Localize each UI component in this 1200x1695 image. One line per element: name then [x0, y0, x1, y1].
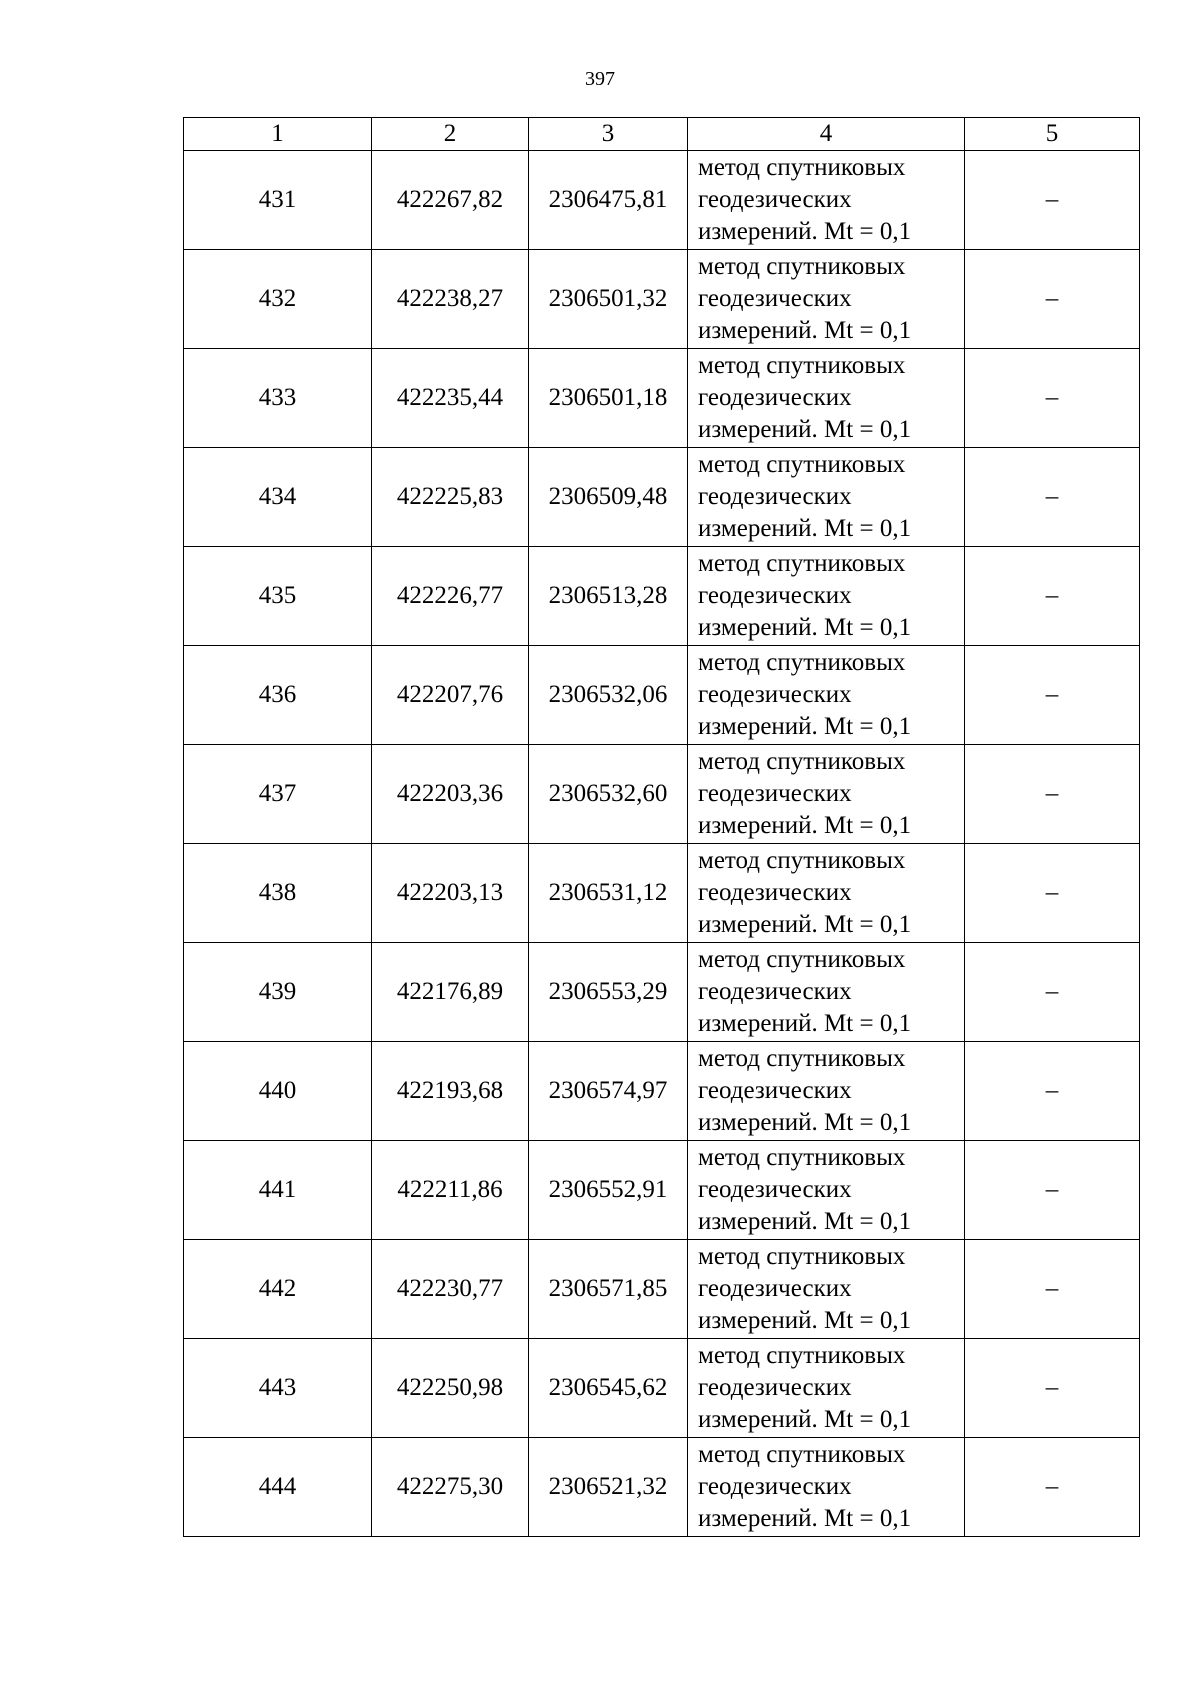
coordinate-y-cell: 2306501,32 — [529, 250, 688, 349]
coordinate-x-cell: 422230,77 — [372, 1240, 529, 1339]
method-line: геодезических — [698, 186, 852, 213]
method-cell — [688, 151, 965, 250]
coordinate-y-cell: 2306501,18 — [529, 349, 688, 448]
method-cell — [688, 745, 965, 844]
method-line: геодезических — [698, 681, 852, 708]
method-cell — [688, 250, 965, 349]
method-line: измерений. Mt = 0,1 — [698, 1307, 912, 1334]
coordinates-table — [183, 117, 1140, 1537]
method-cell — [688, 1141, 965, 1240]
note-cell: – — [965, 1339, 1140, 1438]
method-line: геодезических — [698, 483, 852, 510]
point-number-cell: 434 — [184, 448, 372, 547]
coordinate-y-cell: 2306513,28 — [529, 547, 688, 646]
method-line: метод спутниковых — [698, 1342, 906, 1369]
method-cell — [688, 943, 965, 1042]
method-line: метод спутниковых — [698, 550, 906, 577]
coordinate-x-cell: 422207,76 — [372, 646, 529, 745]
coordinate-y-cell: 2306532,06 — [529, 646, 688, 745]
method-line: метод спутниковых — [698, 1243, 906, 1270]
table-row — [184, 646, 1140, 745]
coordinate-x-cell: 422193,68 — [372, 1042, 529, 1141]
method-cell — [688, 349, 965, 448]
method-line: геодезических — [698, 780, 852, 807]
method-line: метод спутниковых — [698, 748, 906, 775]
point-number-cell: 435 — [184, 547, 372, 646]
column-header-3: 3 — [529, 118, 688, 151]
coordinate-x-cell: 422203,36 — [372, 745, 529, 844]
method-line: геодезических — [698, 285, 852, 312]
coordinate-y-cell: 2306545,62 — [529, 1339, 688, 1438]
note-cell: – — [965, 349, 1140, 448]
point-number-cell: 442 — [184, 1240, 372, 1339]
note-cell: – — [965, 250, 1140, 349]
column-header-5: 5 — [965, 118, 1140, 151]
method-cell — [688, 1240, 965, 1339]
coordinate-x-cell: 422211,86 — [372, 1141, 529, 1240]
method-cell — [688, 1339, 965, 1438]
table-row — [184, 349, 1140, 448]
coordinate-y-cell: 2306475,81 — [529, 151, 688, 250]
note-cell: – — [965, 1438, 1140, 1537]
coordinate-x-cell: 422275,30 — [372, 1438, 529, 1537]
coordinate-y-cell: 2306574,97 — [529, 1042, 688, 1141]
table-row — [184, 448, 1140, 547]
header-row — [184, 118, 1140, 151]
method-cell — [688, 1042, 965, 1141]
note-cell: – — [965, 547, 1140, 646]
method-line: метод спутниковых — [698, 1045, 906, 1072]
table-row — [184, 1042, 1140, 1141]
method-line: метод спутниковых — [698, 847, 906, 874]
table-row — [184, 745, 1140, 844]
point-number-cell: 438 — [184, 844, 372, 943]
point-number-cell: 439 — [184, 943, 372, 1042]
note-cell: – — [965, 844, 1140, 943]
method-line: измерений. Mt = 0,1 — [698, 218, 912, 245]
coordinate-y-cell: 2306552,91 — [529, 1141, 688, 1240]
note-cell: – — [965, 1042, 1140, 1141]
note-cell: – — [965, 1240, 1140, 1339]
note-cell: – — [965, 151, 1140, 250]
method-line: геодезических — [698, 1077, 852, 1104]
method-line: измерений. Mt = 0,1 — [698, 911, 912, 938]
table-row — [184, 1141, 1140, 1240]
coordinate-y-cell: 2306571,85 — [529, 1240, 688, 1339]
coordinate-x-cell: 422203,13 — [372, 844, 529, 943]
table-row — [184, 844, 1140, 943]
coordinate-y-cell: 2306531,12 — [529, 844, 688, 943]
table-header — [184, 118, 1140, 151]
note-cell: – — [965, 943, 1140, 1042]
table-row — [184, 547, 1140, 646]
page-number: 397 — [585, 68, 615, 90]
method-line: измерений. Mt = 0,1 — [698, 812, 912, 839]
method-line: метод спутниковых — [698, 253, 906, 280]
column-header-4: 4 — [688, 118, 965, 151]
method-line: геодезических — [698, 978, 852, 1005]
table-row — [184, 250, 1140, 349]
coordinate-y-cell: 2306553,29 — [529, 943, 688, 1042]
coordinate-y-cell: 2306521,32 — [529, 1438, 688, 1537]
method-line: измерений. Mt = 0,1 — [698, 317, 912, 344]
table-row — [184, 1438, 1140, 1537]
method-cell — [688, 844, 965, 943]
method-line: метод спутниковых — [698, 1144, 906, 1171]
method-line: метод спутниковых — [698, 352, 906, 379]
point-number-cell: 443 — [184, 1339, 372, 1438]
coordinate-x-cell: 422235,44 — [372, 349, 529, 448]
coordinate-x-cell: 422176,89 — [372, 943, 529, 1042]
method-cell — [688, 1438, 965, 1537]
method-line: метод спутниковых — [698, 451, 906, 478]
point-number-cell: 441 — [184, 1141, 372, 1240]
note-cell: – — [965, 1141, 1140, 1240]
method-line: геодезических — [698, 384, 852, 411]
table-body — [184, 151, 1140, 1537]
table-row — [184, 943, 1140, 1042]
point-number-cell: 431 — [184, 151, 372, 250]
point-number-cell: 433 — [184, 349, 372, 448]
method-line: метод спутниковых — [698, 154, 906, 181]
table-row — [184, 1339, 1140, 1438]
method-line: измерений. Mt = 0,1 — [698, 1208, 912, 1235]
coordinate-y-cell: 2306532,60 — [529, 745, 688, 844]
point-number-cell: 436 — [184, 646, 372, 745]
note-cell: – — [965, 448, 1140, 547]
method-line: геодезических — [698, 879, 852, 906]
method-line: измерений. Mt = 0,1 — [698, 713, 912, 740]
point-number-cell: 432 — [184, 250, 372, 349]
method-line: измерений. Mt = 0,1 — [698, 416, 912, 443]
method-cell — [688, 646, 965, 745]
coordinate-x-cell: 422250,98 — [372, 1339, 529, 1438]
table-row — [184, 1240, 1140, 1339]
note-cell: – — [965, 646, 1140, 745]
method-line: геодезических — [698, 1275, 852, 1302]
method-line: геодезических — [698, 1176, 852, 1203]
note-cell: – — [965, 745, 1140, 844]
method-line: геодезических — [698, 582, 852, 609]
column-header-1: 1 — [184, 118, 372, 151]
point-number-cell: 437 — [184, 745, 372, 844]
method-line: метод спутниковых — [698, 946, 906, 973]
method-line: измерений. Mt = 0,1 — [698, 515, 912, 542]
coordinate-x-cell: 422225,83 — [372, 448, 529, 547]
method-line: метод спутниковых — [698, 1441, 906, 1468]
method-line: измерений. Mt = 0,1 — [698, 1505, 912, 1532]
coordinate-x-cell: 422267,82 — [372, 151, 529, 250]
point-number-cell: 444 — [184, 1438, 372, 1537]
point-number-cell: 440 — [184, 1042, 372, 1141]
method-cell — [688, 448, 965, 547]
method-line: геодезических — [698, 1473, 852, 1500]
column-header-2: 2 — [372, 118, 529, 151]
method-line: измерений. Mt = 0,1 — [698, 1010, 912, 1037]
coordinate-y-cell: 2306509,48 — [529, 448, 688, 547]
method-line: геодезических — [698, 1374, 852, 1401]
method-line: измерений. Mt = 0,1 — [698, 1406, 912, 1433]
table-row — [184, 151, 1140, 250]
method-line: измерений. Mt = 0,1 — [698, 1109, 912, 1136]
method-line: метод спутниковых — [698, 649, 906, 676]
coordinate-x-cell: 422238,27 — [372, 250, 529, 349]
coordinate-x-cell: 422226,77 — [372, 547, 529, 646]
method-cell — [688, 547, 965, 646]
method-line: измерений. Mt = 0,1 — [698, 614, 912, 641]
